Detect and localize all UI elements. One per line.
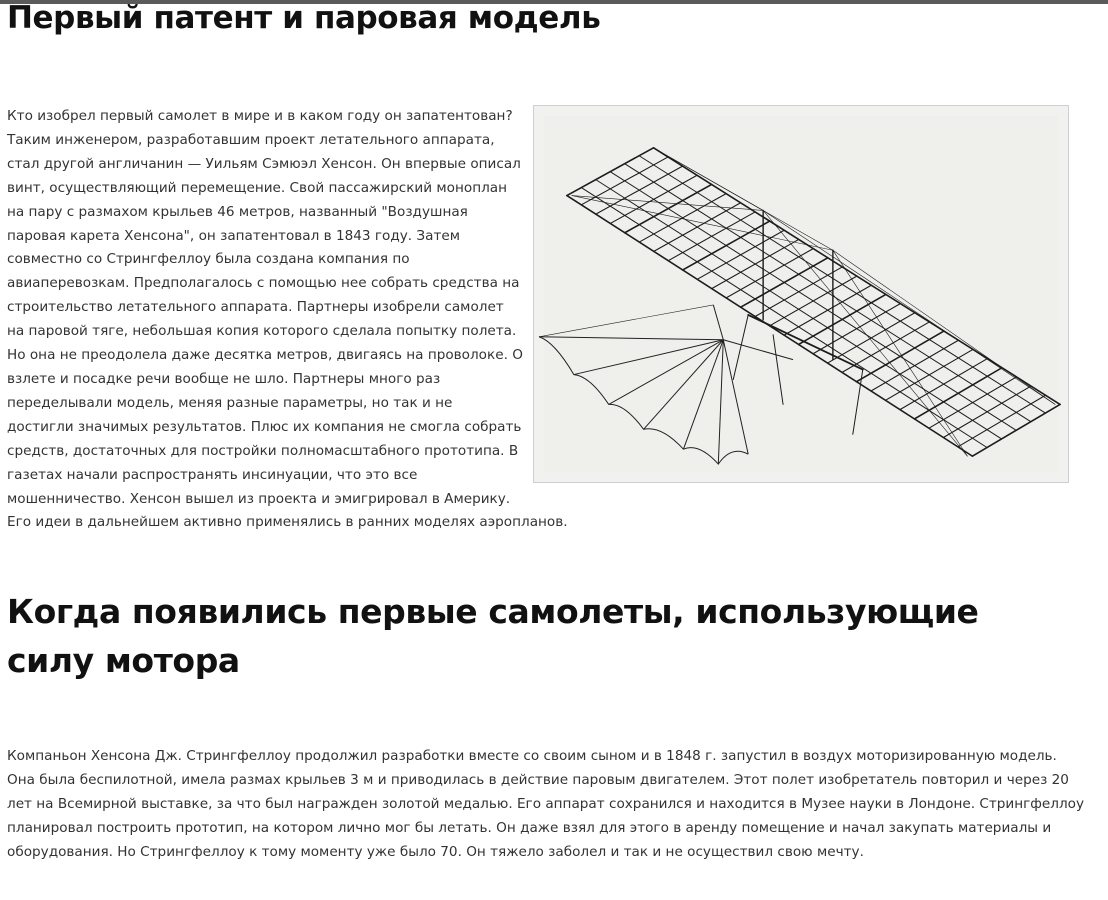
section-heading-first-patent: Первый патент и паровая модель: [7, 0, 601, 36]
paragraph-first-patent: Кто изобрел первый самолет в мире и в каком году он запатентован? Таким инженером, разработавшим проект летательного аппарата, стал другой англичанин — Уильям Сэмюэл Хенсон. Он впервые описал винт, осуществляющий перемещение. Свой пассажирский моноплан на пару с размахом крыльев 46 метров, названный "Воздушная паровая карета Хенсона", он запатентовал в 1843 году. Затем совместно со Стрингфеллоу была создана компания по авиаперевозкам. Предполагалось с помощью нее собрать средства на строительство летательного аппарата. Партнеры изобрели самолет на паровой тяге, небольшая копия которого сделала попытку полета. Но она не преодолела даже десятка метров, двигаясь на проволоке. О взлете и посадке речи вообще не шло. Партнеры много раз переделывали модель, меняя разные параметры, но так и не достигли значимых результатов. Плюс их компания не смогла собрать средств, достаточных для постройки полномасштабного прототипа. В газетах начали распространять инсинуации, что это все мошенничество. Хенсон вышел из проекта и эмигрировал в Америку. Его идеи в дальнейшем активно применялись в ранних моделях аэропланов.: [7, 108, 568, 531]
paragraph-motor-planes: Компаньон Хенсона Дж. Стрингфеллоу продолжил разработки вместе со своим сыном и в 1848 г. запустил в воздух моторизированную модель. Она была беспилотной, имела размах крыльев 3 м и приводилась в действие паровым двигателем. Этот полет изобретатель повторил и через 20 лет на Всемирной выставке, за что был награжден золотой медалью. Его аппарат сохранился и находится в Музее науки в Лондоне. Стрингфеллоу планировал построить прототип, на котором лично мог бы летать. Он даже взял для этого в аренду помещение и начал закупать материалы и оборудования. Но Стрингфеллоу к тому моменту уже было 70. Он тяжело заболел и так и не осуществил свою мечту.: [7, 748, 1085, 860]
aircraft-illustration: [533, 105, 1069, 483]
article-section-motor-planes: [7, 744, 1087, 864]
article-section-first-patent: [7, 105, 1069, 535]
section-heading-motor-planes: Когда появились первые самолеты, использующие силу мотора: [7, 592, 979, 680]
steam-carriage-monoplane-icon: [534, 106, 1068, 482]
